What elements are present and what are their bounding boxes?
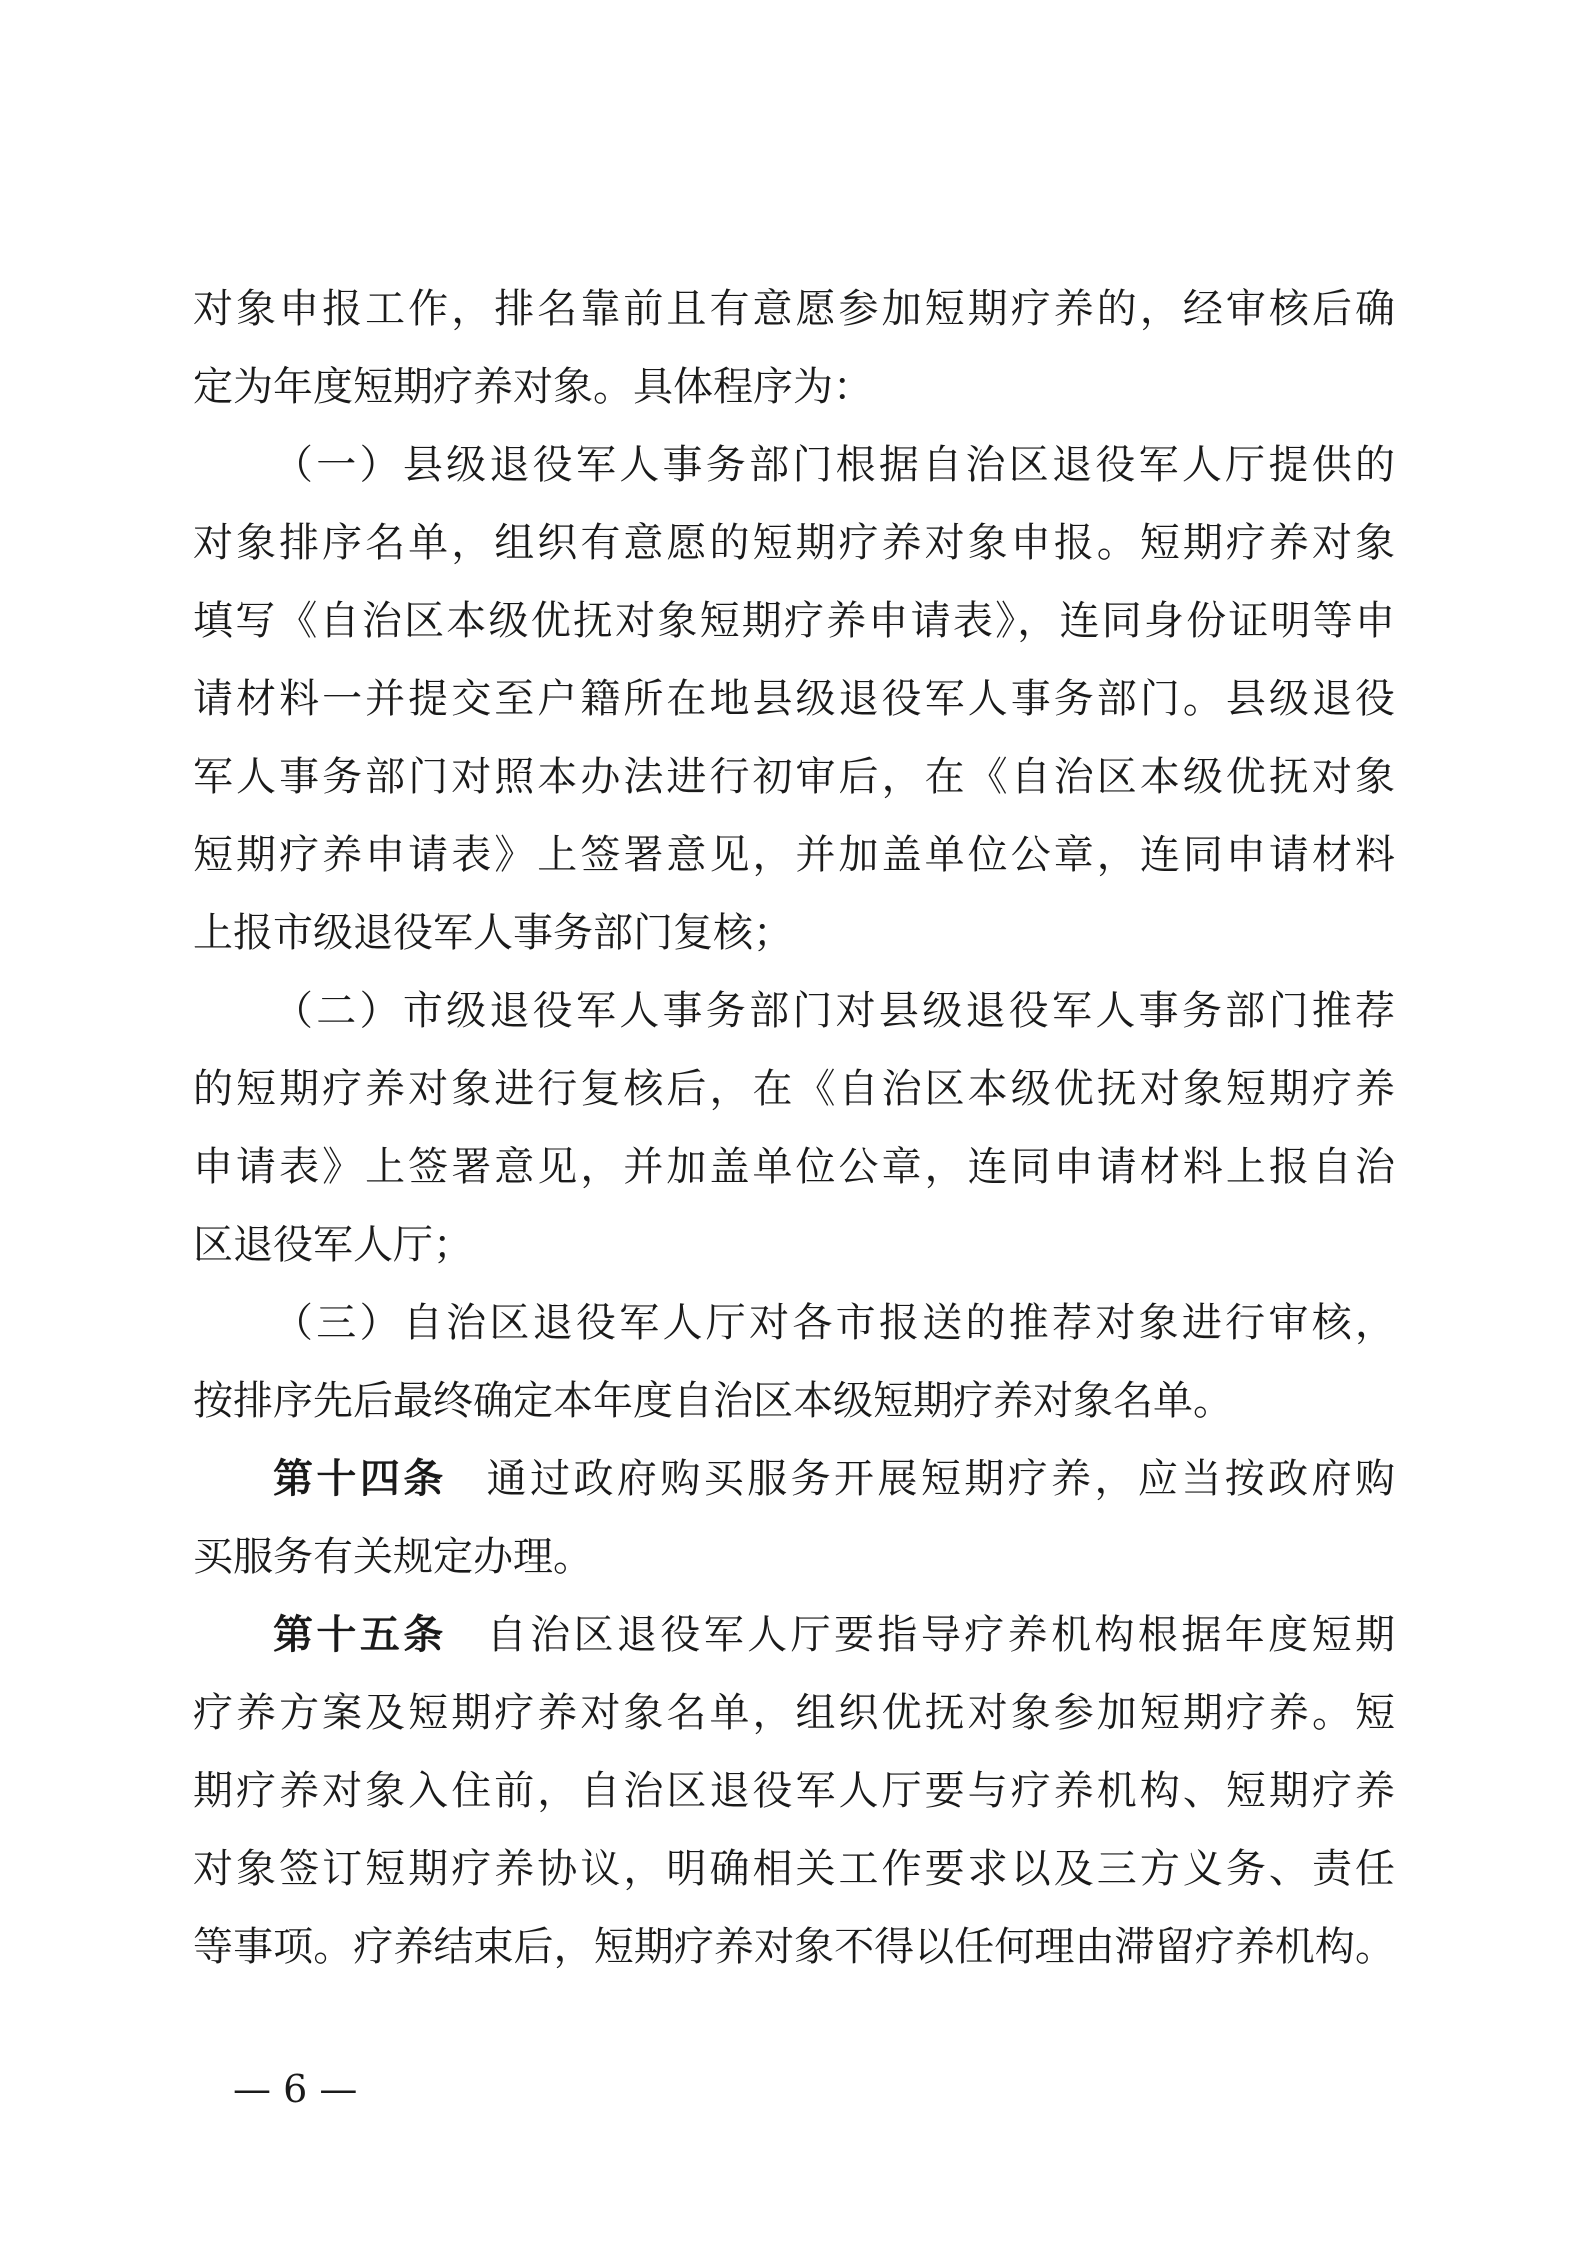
article-14-text: 通过政府购买服务开展短期疗养，应当按政府购: [486, 1456, 1396, 1502]
body-line: 区退役军人厅；: [193, 1222, 473, 1268]
body-line: 军人事务部门对照本办法进行初审后，在《自治区本级优抚对象: [193, 754, 1395, 800]
body-line: 对象签订短期疗养协议，明确相关工作要求以及三方义务、责任: [193, 1846, 1395, 1892]
article-15-heading: 第十五条: [273, 1612, 447, 1658]
body-line: （一）县级退役军人事务部门根据自治区退役军人厅提供的: [273, 442, 1395, 488]
body-line: 请材料一并提交至户籍所在地县级退役军人事务部门。县级退役: [193, 676, 1395, 722]
page-number: — 6 —: [233, 2067, 358, 2111]
body-line: 疗养方案及短期疗养对象名单，组织优抚对象参加短期疗养。短: [193, 1690, 1395, 1736]
body-line: 填写《自治区本级优抚对象短期疗养申请表》，连同身份证明等申: [193, 598, 1395, 644]
body-line: 等事项。疗养结束后，短期疗养对象不得以任何理由滞留疗养机构。: [193, 1924, 1395, 1970]
body-line: 上报市级退役军人事务部门复核；: [193, 910, 793, 956]
body-line: 对象申报工作，排名靠前且有意愿参加短期疗养的，经审核后确: [193, 286, 1395, 332]
body-line: （三）自治区退役军人厅对各市报送的推荐对象进行审核，: [273, 1300, 1395, 1346]
body-line: 买服务有关规定办理。: [193, 1534, 593, 1580]
body-line: （二）市级退役军人事务部门对县级退役军人事务部门推荐: [273, 988, 1395, 1034]
article-14-heading: 第十四条: [273, 1456, 447, 1502]
body-line: 申请表》上签署意见，并加盖单位公章，连同申请材料上报自治: [193, 1144, 1395, 1190]
body-line: 定为年度短期疗养对象。具体程序为：: [193, 364, 873, 410]
body-line: 按排序先后最终确定本年度自治区本级短期疗养对象名单。: [193, 1378, 1233, 1424]
body-line: 短期疗养申请表》上签署意见，并加盖单位公章，连同申请材料: [193, 832, 1395, 878]
article-15-line: [273, 1605, 1395, 1665]
body-line: 的短期疗养对象进行复核后，在《自治区本级优抚对象短期疗养: [193, 1066, 1395, 1112]
body-line: 期疗养对象入住前，自治区退役军人厅要与疗养机构、短期疗养: [193, 1768, 1395, 1814]
article-15-text: 自治区退役军人厅要指导疗养机构根据年度短期: [486, 1612, 1396, 1658]
article-14-line: [273, 1449, 1395, 1509]
body-line: 对象排序名单，组织有意愿的短期疗养对象申报。短期疗养对象: [193, 520, 1395, 566]
